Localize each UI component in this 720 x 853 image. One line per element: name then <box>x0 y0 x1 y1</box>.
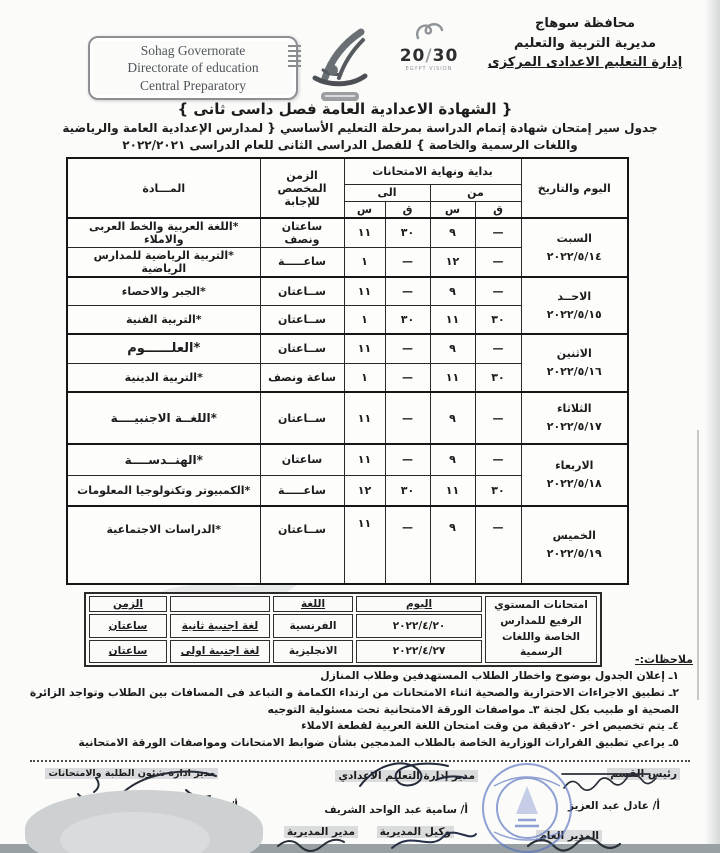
from-hours: ٩ <box>430 444 475 475</box>
day-cell <box>521 444 628 506</box>
egypt-vision-2030-logo <box>396 20 462 72</box>
to-hours: ١١ <box>344 277 385 305</box>
governorate-line: محافظة سوهاج <box>534 16 636 31</box>
col-header-hours: س <box>344 201 385 218</box>
exam-time: ساعتان <box>89 614 167 637</box>
from-minutes: — <box>475 444 521 475</box>
col-header-hours: س <box>430 201 475 218</box>
from-minutes: — <box>475 218 521 247</box>
vision-20: 20 <box>399 46 426 66</box>
to-hours: ١ <box>344 363 385 392</box>
note-item: ١ـ إعلان الجدول بوضوح واخطار الطلاب المستهدفين وطلاب المنازل <box>320 669 679 683</box>
day-date: ٢٠٢٢/٥/١٨ <box>546 477 602 490</box>
col-header-start-end: بداية ونهاية الامتحانات <box>344 158 521 184</box>
day-name: الاحــد <box>557 289 592 303</box>
col-header-to: الى <box>344 184 430 201</box>
table-row <box>67 334 628 363</box>
language-type: لغة اجنبية ثانية <box>170 614 270 637</box>
handwritten-signature-modiria <box>270 830 360 853</box>
subject-cell: *اللغــة الاجنبيــــة <box>67 392 260 444</box>
administration-line: إدارة التعليم الاعدادى المركزى <box>487 55 683 70</box>
from-minutes: ٣٠ <box>475 305 521 334</box>
day-name: الاربعاء <box>555 459 594 473</box>
exam-date: ٢٠٢٢/٤/٢٧ <box>356 640 482 663</box>
sig-left-bottom-title: مدير المديرية <box>284 826 358 838</box>
sig-right-bottom-title: المدير العام <box>536 830 602 842</box>
col-header-language: اللغة <box>273 596 353 612</box>
day-date: ٢٠٢٢/٥/١٩ <box>546 547 602 560</box>
exam-schedule-table <box>66 157 629 585</box>
col-header-minutes: ق <box>475 201 521 218</box>
subject-cell: *اللغة العربية والخط العربى والاملاء <box>67 218 260 247</box>
day-name: الخميس <box>552 529 596 543</box>
table-row <box>67 392 628 444</box>
to-minutes: — <box>385 363 430 392</box>
to-minutes: ٣٠ <box>385 475 430 506</box>
from-hours: ٩ <box>430 334 475 363</box>
col-header-subject: المـــادة <box>67 158 260 218</box>
from-minutes: ٣٠ <box>475 475 521 506</box>
exam-schedule-table-wrap <box>66 157 629 585</box>
day-name: السبت <box>556 231 592 245</box>
subject-cell: *الهنــدســــة <box>67 444 260 475</box>
to-hours: ١١ <box>344 392 385 444</box>
to-minutes: — <box>385 506 430 584</box>
table-row <box>67 444 628 475</box>
col-header-from: من <box>430 184 521 201</box>
stamp-line-1: Sohag Governorate <box>140 42 246 58</box>
from-hours: ١٢ <box>430 247 475 277</box>
to-minutes: — <box>385 392 430 444</box>
logo-motto-lines <box>288 42 301 70</box>
day-date: ٢٠٢٢/٥/١٧ <box>546 420 602 433</box>
day-cell <box>521 506 628 584</box>
document-subtitle-2: واللغات الرسمية والخاصة } للفصل الدراسى الثانى للعام الدراسى ٢٠٢٢/٢٠٢١ <box>122 138 578 152</box>
level-table-side-label: امتحانات المستوي الرفيع للمدارس الخاصة واللغات الرسمية <box>485 596 597 663</box>
to-hours: ١١ <box>344 444 385 475</box>
from-hours: ٩ <box>430 218 475 247</box>
table-row <box>67 218 628 247</box>
day-date: ٢٠٢٢/٥/١٤ <box>546 249 602 263</box>
duration-cell: ساعـــــة <box>260 475 344 506</box>
duration-cell: ســاعتان <box>260 506 344 584</box>
col-header-time: الزمن <box>89 596 167 612</box>
table-row <box>67 277 628 305</box>
from-hours: ١١ <box>430 305 475 334</box>
scan-fold-line <box>697 430 699 700</box>
language-name: الفرنسية <box>273 614 353 637</box>
day-name: الثلاثاء <box>556 402 592 416</box>
document-title: { الشهادة الاعدادية العامة فصل داسى ثانى } <box>177 100 513 118</box>
from-hours: ٩ <box>430 506 475 584</box>
duration-cell: ساعتان <box>260 444 344 475</box>
from-minutes: — <box>475 334 521 363</box>
from-minutes: ٣٠ <box>475 363 521 392</box>
to-hours: ١١ <box>344 218 385 247</box>
authority-header <box>470 14 700 73</box>
to-minutes: ٣٠ <box>385 305 430 334</box>
from-minutes: — <box>475 506 521 584</box>
calligraphy-ship-logo-icon <box>303 26 375 106</box>
col-header-minutes: ق <box>385 201 430 218</box>
language-type: لغة اجنبية اولى <box>170 640 270 663</box>
notes-heading: ملاحظات:- <box>635 653 693 666</box>
to-hours: ١ <box>344 247 385 277</box>
duration-cell: ساعة ونصف <box>260 363 344 392</box>
note-item: ٤ـ يتم تخصيص اخر ٢٠دقيقة من وقت امتحان اللغة العربية لقطعة الاملاء <box>301 719 679 733</box>
subject-cell: *العلــــــوم <box>67 334 260 363</box>
table-row <box>89 596 597 612</box>
sig-center-bottom-title: وكيل المديرية <box>377 826 454 838</box>
duration-cell: ساعـــــة <box>260 247 344 277</box>
subject-cell: *التربية الرياضية للمدارس الرياضية <box>67 247 260 277</box>
subject-cell: *الكمبيوتر وتكنولوجيا المعلومات <box>67 475 260 506</box>
document-subtitle-1: جدول سير إمتحان شهادة إتمام الدراسة بمرحلة التعليم الأساسي { لمدارس الإعدادية العامة والرياضية <box>62 121 658 135</box>
col-header-day: اليوم <box>356 596 482 612</box>
language-name: الانجليزية <box>273 640 353 663</box>
day-cell <box>521 277 628 334</box>
table-row <box>67 506 628 584</box>
duration-cell: ســاعتان <box>260 305 344 334</box>
subject-cell: *التربية الفنية <box>67 305 260 334</box>
stamp-line-2: Directorate of education <box>127 60 259 76</box>
from-hours: ١١ <box>430 363 475 392</box>
sig-center-name: أ/ سامية عبد الواحد الشريف <box>324 804 468 816</box>
day-name: الاثنين <box>556 347 592 361</box>
note-item: ٢ـ تطبيق الاجراءات الاحترازية والصحية اثناء الامتحانات من ارتداء الكمامة و التباعد فى المسافات بين الطلاب وتواجد الزائرة الصحية او طبيب بكل لجنة ٣ـ مواصفات الورقة الامتحانية تحت مسئولية التوجيه <box>29 685 679 716</box>
to-minutes: — <box>385 334 430 363</box>
to-hours: ١ <box>344 305 385 334</box>
sig-left-title: مدير ادارة شئون الطلبة والامتحانات <box>45 768 218 779</box>
from-minutes: — <box>475 277 521 305</box>
vision-30: 30 <box>432 46 459 66</box>
subject-cell: *التربية الدينية <box>67 363 260 392</box>
vision-year: 20/30 <box>399 46 459 66</box>
stamp-line-3: Central Preparatory <box>139 77 247 93</box>
from-minutes: — <box>475 247 521 277</box>
sig-center-title: مدير إدارة التعليم الاعدادي <box>335 770 478 782</box>
notes-section <box>25 651 693 752</box>
day-cell <box>521 334 628 392</box>
exam-date: ٢٠٢٢/٤/٢٠ <box>356 614 482 637</box>
directorate-line: مديرية التربية والتعليم <box>513 35 657 51</box>
from-hours: ٩ <box>430 392 475 444</box>
vision-knot-icon <box>412 20 446 42</box>
note-item: ٥ـ يراعي تطبيق القرارات الوزارية الخاصة بالطلاب المدمجين بشأن ضوابط الامتحانات ومواصفات الورقة الامتحانية <box>78 735 679 749</box>
to-minutes: — <box>385 247 430 277</box>
duration-cell: ســاعتان <box>260 334 344 363</box>
col-header-duration: الزمن المخصص للإجابة <box>260 158 344 218</box>
to-minutes: — <box>385 277 430 305</box>
to-hours: ١١ <box>344 506 385 584</box>
day-date: ٢٠٢٢/٥/١٦ <box>546 365 602 378</box>
sig-right-name: أ/ عادل عبد العزيز <box>567 800 660 812</box>
duration-cell: ســاعتان <box>260 392 344 444</box>
to-minutes: ٣٠ <box>385 218 430 247</box>
duration-cell: ساعتان ونصف <box>260 218 344 247</box>
sig-right-title: رئيس القسم <box>607 768 680 780</box>
to-hours: ١٢ <box>344 475 385 506</box>
from-minutes: — <box>475 392 521 444</box>
english-stamp-box <box>88 36 298 100</box>
subject-cell: *الجبر والاحصاء <box>67 277 260 305</box>
from-hours: ١١ <box>430 475 475 506</box>
exam-time: ساعتان <box>89 640 167 663</box>
official-round-stamp <box>468 756 586 853</box>
day-cell <box>521 392 628 444</box>
subject-cell: *الدراسات الاجتماعية <box>67 506 260 584</box>
day-date: ٢٠٢٢/٥/١٥ <box>546 307 602 321</box>
handwritten-signature-wakil <box>382 828 482 853</box>
to-hours: ١١ <box>344 334 385 363</box>
from-hours: ٩ <box>430 277 475 305</box>
to-minutes: — <box>385 444 430 475</box>
vision-caption: EGYPT VISION <box>405 66 453 72</box>
duration-cell: ســاعتان <box>260 277 344 305</box>
col-header-language-type <box>170 596 270 612</box>
day-cell <box>521 218 628 277</box>
col-header-day-date: اليوم والتاريخ <box>521 158 628 218</box>
